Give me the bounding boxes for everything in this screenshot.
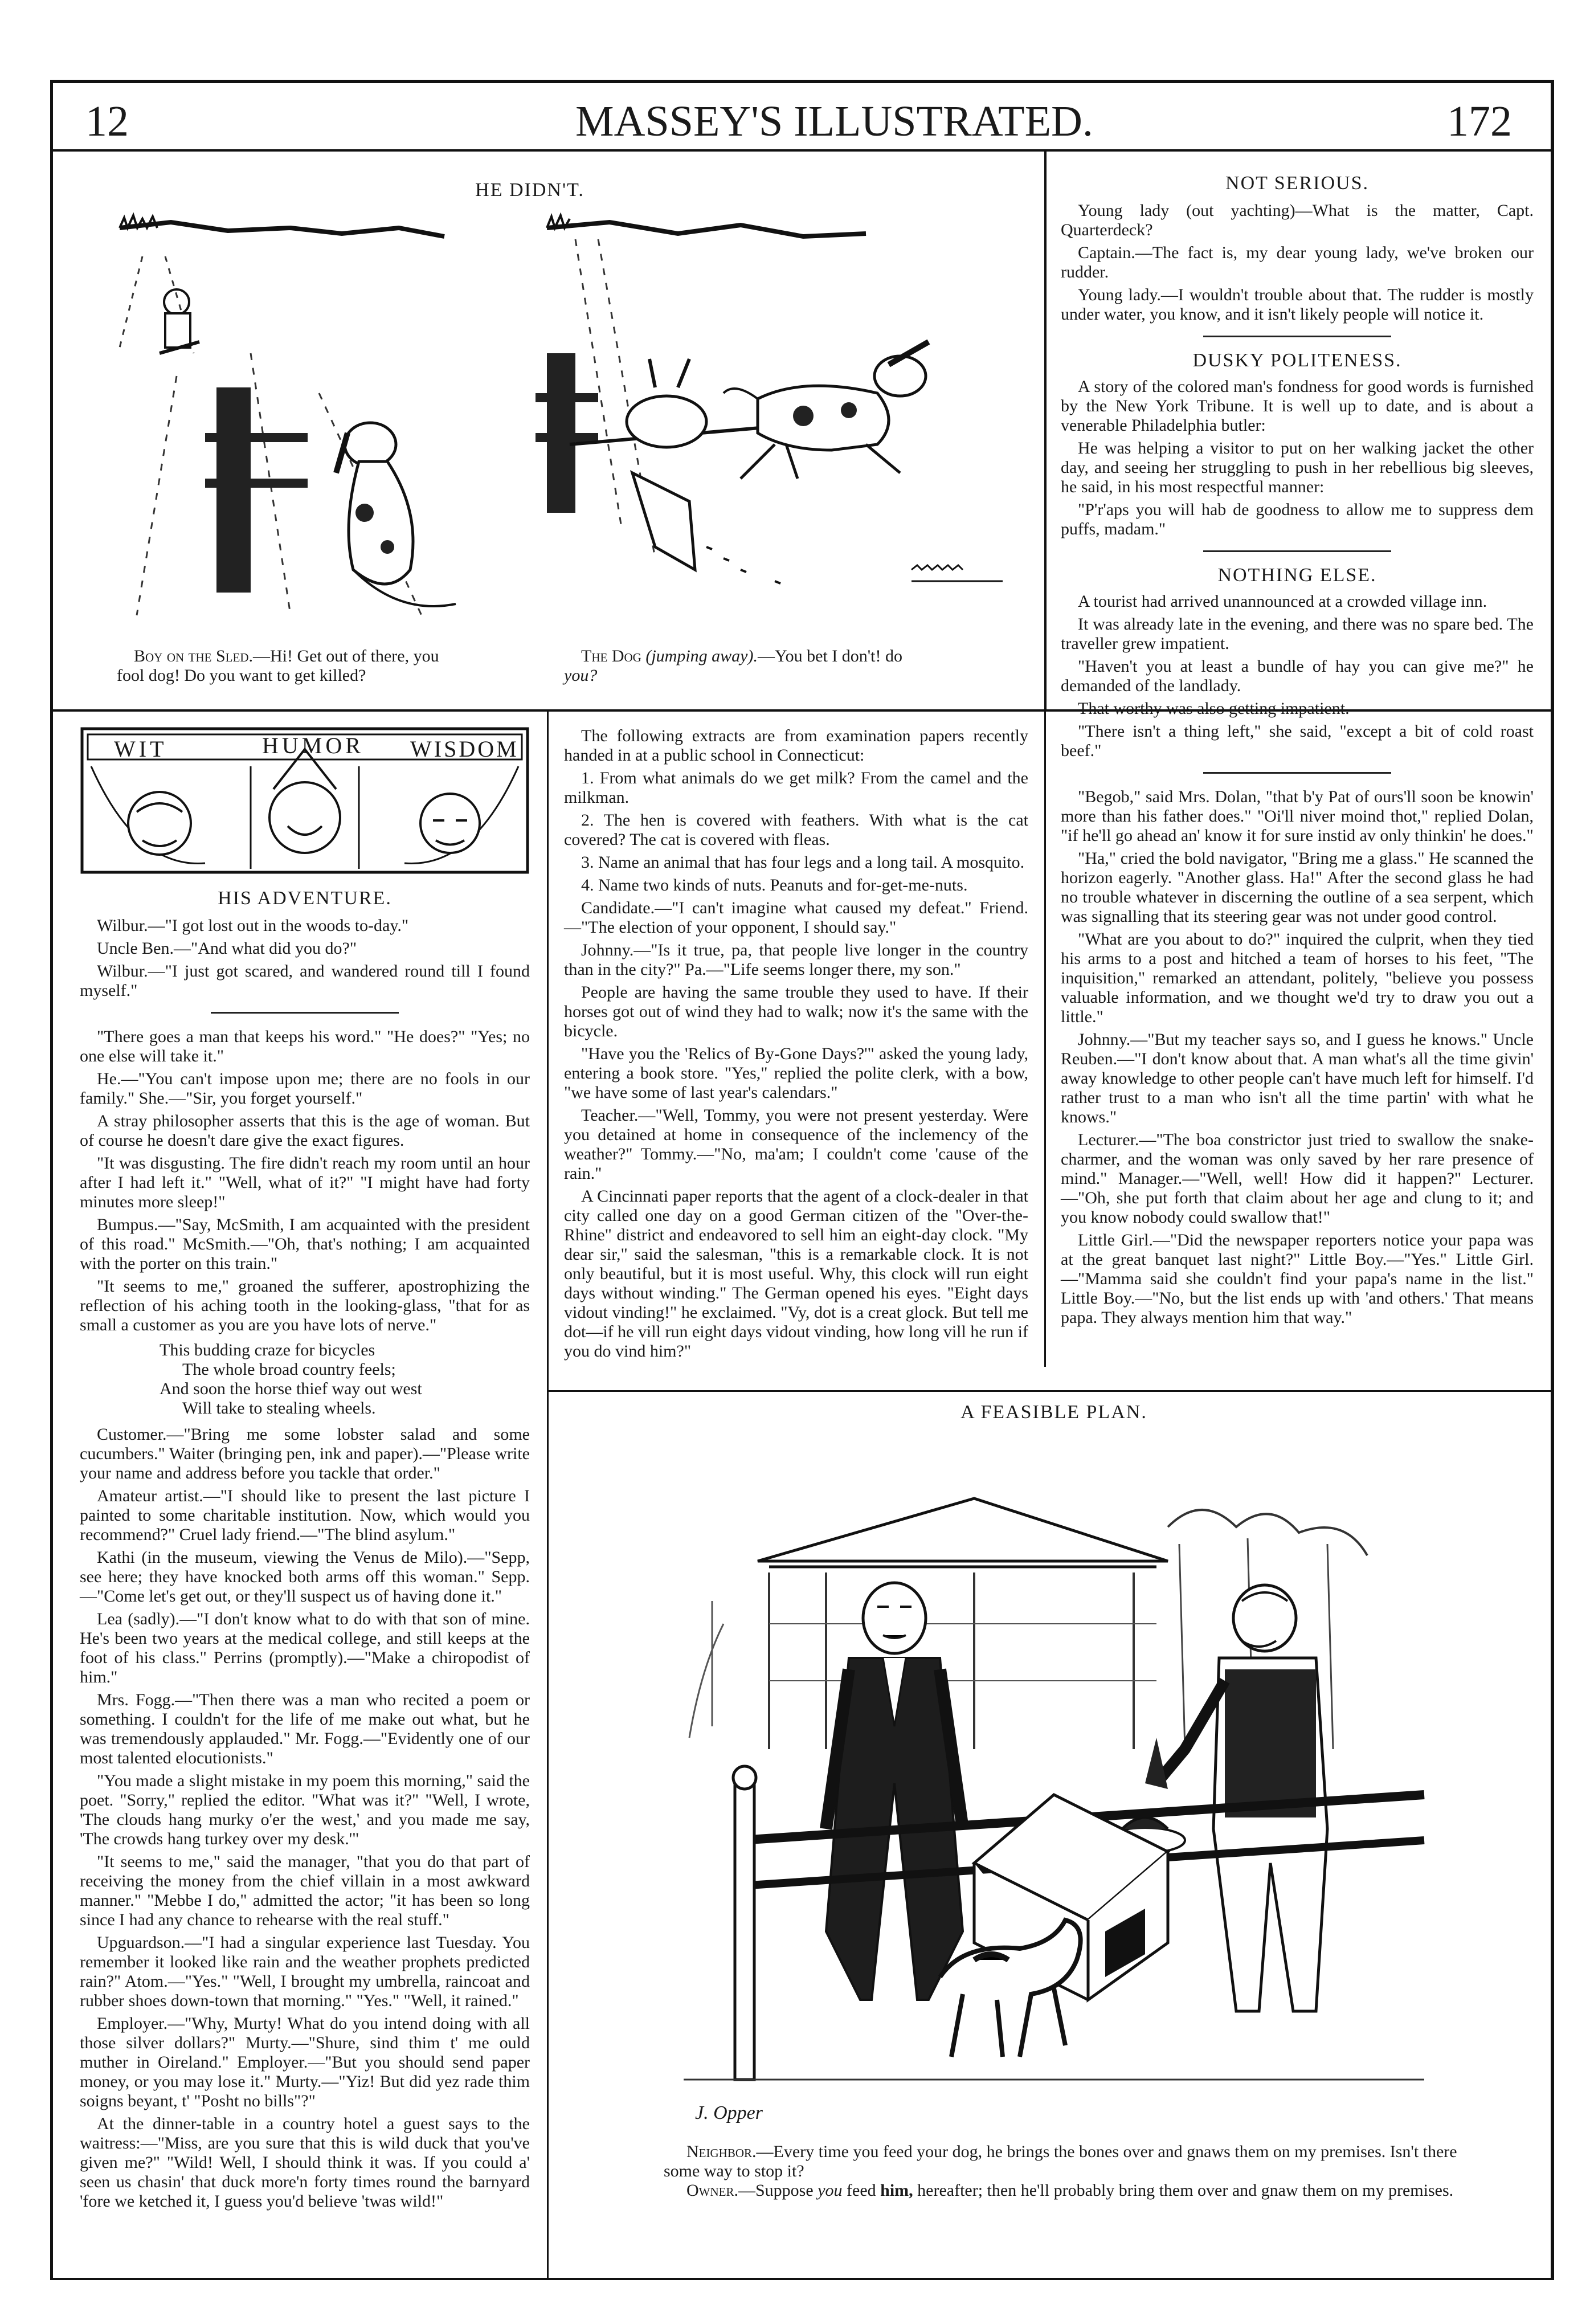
mid-para-8: People are having the same trouble they used to have. If their horses got out of wind they had to walk; now it's the same with the bicycle. [564, 983, 1028, 1040]
adventure-line-2: Uncle Ben.—"And what did you do?" [97, 939, 357, 958]
header-rule [50, 149, 1554, 152]
right-col-p5: Lecturer.—"The boa constrictor just tried to swallow the snake-charmer, and the woman was only saved by her rare presence of mind." Manager.—"Well, well! How did it happen?" Lecturer.—"Oh, she put forth that claim about her age and clung to it; and you know nobody could swallow that!" [1061, 1130, 1534, 1227]
caption-boy-on-sled [117, 647, 470, 685]
banner-wit: WIT [114, 736, 167, 762]
top-cartoon-divider [1044, 152, 1047, 710]
cartoon-dog-jumping [536, 205, 1037, 638]
section-divider [211, 1012, 399, 1014]
outer-border-right [1551, 80, 1554, 2279]
mid-para-11: A Cincinnati paper reports that the agent of a clock-dealer in that city called one day on a good German citizen of the "Over-the-Rhine" district and endeavored to sell him an eight-day clock. "My dear sir," said the salesman, "this is a remarkable clock. It is not only beautiful, but it is most useful. Why, this clock will run eight days without winding." The German opened his eyes. "Eight days vidout vinding!" he exclaimed. "Vy, dot is a creat glock. But tell me dot—if he vill run eight days vidout vinding, how long vill he run if you do vind him?" [564, 1187, 1028, 1361]
caption-owner-text-c: hereafter; then he'll probably bring them over and gnaw them on my premises. [917, 2181, 1454, 2200]
mid-para-6: Candidate.—"I can't imagine what caused my defeat." Friend.—"The election of your opponent, I should say." [564, 898, 1028, 937]
left-para-8: Amateur artist.—"I should like to present the last picture I painted to some charitable institution. Now, which would you recommend?" Cruel lady friend.—"The blind asylum." [80, 1486, 530, 1544]
bicycle-verse [80, 1341, 530, 1418]
section-divider [1203, 550, 1391, 552]
not-serious-p2: Captain.—The fact is, my dear young lady, we've broken our rudder. [1061, 243, 1534, 281]
caption-speaker-dog: The Dog [581, 647, 641, 665]
right-col-p6: Little Girl.—"Did the newspaper reporters notice your papa was at the great banquet last night?" Little Boy.—"Yes." Little Girl.—"Mamma said she couldn't find your papa's name in the list." Little Boy.—"No, but the list ends up with 'and others.' That means papa. They always mention him that way." [1061, 1231, 1534, 1327]
verse-line-2: The whole broad country feels; [182, 1360, 396, 1379]
verse-line-4: Will take to stealing wheels. [182, 1399, 376, 1418]
not-serious-p1: Young lady (out yachting)—What is the matter, Capt. Quarterdeck? [1061, 201, 1534, 239]
verse-line-1: This budding craze for bicycles [160, 1341, 375, 1359]
left-para-6: "It seems to me," groaned the sufferer, apostrophizing the reflection of his aching tooth in the looking-glass, "that for as small a customer as you are you have lots of nerve." [80, 1277, 530, 1334]
left-column-divider [547, 712, 549, 2278]
caption-speaker-neighbor: Neighbor. [686, 2142, 757, 2161]
banner-wisdom: WISDOM [410, 736, 519, 762]
adventure-line-3: Wilbur.—"I just got scared, and wandered round till I found myself." [80, 962, 530, 1000]
cartoon-boy-on-sled [103, 205, 536, 638]
middle-column [564, 726, 1028, 1365]
left-para-11: Mrs. Fogg.—"Then there was a man who recited a poem or something. I couldn't for the life of me make out what, but he was tremendously applauded." Mr. Fogg.—"Evidently one of our most talented elocutionists." [80, 1690, 530, 1767]
left-para-5: Bumpus.—"Say, McSmith, I am acquainted with the president of this road." McSmith.—"Oh, that's nothing; I am acquainted with the porter on this train." [80, 1215, 530, 1273]
not-serious-p3: Young lady.—I wouldn't trouble about that. The rudder is mostly under water, you know, and it isn't likely people will notice it. [1061, 285, 1534, 324]
left-para-4: "It was disgusting. The fire didn't reach my room until an hour after I had left it." "Well, what of it?" "I might have had forty minutes more sleep!" [80, 1154, 530, 1211]
right-top-column [1061, 174, 1534, 1331]
left-para-13: "It seems to me," said the manager, "that you do that part of receiving the money from the chief villain in a most awkward manner." "Mebbe I do," admitted the actor; "it has been so long since I had any chance to rehearse with the real stuff." [80, 1852, 530, 1929]
section-title-nothing-else: NOTHING ELSE. [1217, 565, 1377, 586]
cartoon-title-feasible-plan: A FEASIBLE PLAN. [960, 1402, 1147, 1423]
section-title-not-serious: NOT SERIOUS. [1225, 173, 1369, 194]
left-para-12: "You made a slight mistake in my poem this morning," said the poet. "Sorry," replied the editor. "What was it?" "Well, I wrote, 'The clouds hang murky o'er the west,' and you made me say, 'The crowds hang turkey over my desk.'" [80, 1771, 530, 1848]
banner-humor: HUMOR [262, 733, 364, 758]
left-para-15: Employer.—"Why, Murty! What do you intend doing with all those silver dollars?" Murty.—"Shure, sind thim t' me ould muther in Oireland." Employer.—"But you should send paper money, or you may lose it." Murty.—"Yiz! But did yez rade thim soigns beyant, t' "Posht no bills"?" [80, 2014, 530, 2110]
nothing-p3: "Haven't you at least a bundle of hay you can give me?" he demanded of the landlady. [1061, 657, 1534, 695]
nothing-p1: A tourist had arrived unannounced at a crowded village inn. [1078, 592, 1487, 611]
caption-speaker-boy: Boy on the Sled. [134, 647, 253, 665]
caption-feasible-plan [664, 2142, 1461, 2200]
left-para-7: Customer.—"Bring me some lobster salad and some cucumbers." Waiter (bringing pen, ink and paper).—"Please write your name and address before you tackle that order." [80, 1425, 530, 1482]
adventure-line-1: Wilbur.—"I got lost out in the woods to-day." [97, 916, 409, 935]
caption-owner-text-a: —Suppose [738, 2181, 814, 2200]
cartoon-feasible-plan [655, 1430, 1453, 2108]
left-para-9: Kathi (in the museum, viewing the Venus de Milo).—"Sepp, see here; they have knocked both arms off this woman." Sepp.—"Come let's get out, or they'll suspect us of having done it." [80, 1548, 530, 1606]
artist-signature: J. Opper [695, 2102, 763, 2123]
left-para-1: "There goes a man that keeps his word." "He does?" "Yes; no one else will take it." [80, 1027, 530, 1065]
outer-border-top [50, 80, 1554, 83]
mid-column-divider [1044, 712, 1046, 1367]
caption-text-dog-end: you? [564, 666, 598, 685]
left-para-16: At the dinner-table in a country hotel a guest says to the waitress:—"Miss, are you sure that this is wild duck that you've given me?" "Wild! Well, I should think it was. If you could a' seen us chasin' that duck more'n forty times round the barnyard 'fore we ketched it, I guess you'd believe 'twas wild!" [80, 2114, 530, 2211]
dusky-p1: A story of the colored man's fondness for good words is furnished by the New York Tribune. It is well up to date, and is about a venerable Philadelphia butler: [1061, 377, 1534, 435]
cartoon-title-he-didnt: HE DIDN'T. [475, 179, 585, 201]
right-col-p1: "Begob," said Mrs. Dolan, "that b'y Pat of ours'll soon be knowin' more than his father does." "Oi'll niver moind thot," replied Dolan, "if he'll go ahead an' know it for sure instid av only thinkin' he does." [1061, 787, 1534, 845]
caption-stage-direction: (jumping away). [645, 647, 758, 665]
mid-para-1: The following extracts are from examination papers recently handed in at a public school in Connecticut: [564, 726, 1028, 765]
mid-para-10: Teacher.—"Well, Tommy, you were not present yesterday. Were you detained at home in consequence of the inclemency of the weather?" Tommy.—"No, ma'am; I couldn't come 'cause of the rain." [564, 1106, 1028, 1183]
right-col-p3: "What are you about to do?" inquired the culprit, when they tied his arms to a post and hitched a team of horses to his feet, "The inquisition," remarked an attendant, politely, "believe you possess valuable information, and we thought we'd try to draw you out a little." [1061, 930, 1534, 1026]
section-title-dusky-politeness: DUSKY POLITENESS. [1192, 350, 1402, 371]
caption-owner-italic: you [818, 2181, 843, 2200]
right-col-p2: "Ha," cried the bold navigator, "Bring me a glass." He scanned the horizon eagerly. "Another glass. Ha!" After the second glass he had no trouble whatever in discerning the outline of a sea serpent, which was signalling that its steering gear was not under good control. [1061, 849, 1534, 926]
mid-para-4: 3. Name an animal that has four legs and a long tail. A mosquito. [581, 853, 1025, 872]
mid-para-9: "Have you the 'Relics of By-Gone Days?'" asked the young lady, entering a book store. "Yes," replied the polite clerk, with a bow, "we have some of last year's calendars." [564, 1044, 1028, 1102]
caption-speaker-owner: Owner. [686, 2181, 738, 2200]
masthead-title: MASSEY'S ILLUSTRATED. [575, 97, 1093, 145]
dusky-p2: He was helping a visitor to put on her walking jacket the other day, and seeing her struggling to push in her rebellious big sleeves, he said, in his most respectful manner: [1061, 439, 1534, 496]
mid-para-2: 1. From what animals do we get milk? From the camel and the milkman. [564, 769, 1028, 807]
mid-para-5: 4. Name two kinds of nuts. Peanuts and for-get-me-nuts. [581, 876, 968, 895]
wit-humor-wisdom-banner [80, 726, 530, 875]
caption-dog [564, 647, 917, 685]
section-title-his-adventure: HIS ADVENTURE. [218, 888, 392, 909]
caption-neighbor [664, 2142, 1461, 2181]
mid-para-3: 2. The hen is covered with feathers. With what is the cat covered? The cat is covered with fleas. [564, 811, 1028, 849]
caption-neighbor-text: —Every time you feed your dog, he brings the bones over and gnaws them on my premises. Isn't there some way to stop it? [664, 2142, 1457, 2180]
left-para-10: Lea (sadly).—"I don't know what to do with that son of mine. He's been two years at the medical college, and still keeps at the foot of his class." Perrins (promptly).—"Make a chiropodist of him." [80, 1610, 530, 1686]
caption-text-dog: —You bet I don't! do [757, 647, 903, 665]
outer-border-bottom [50, 2278, 1554, 2280]
caption-owner [664, 2181, 1461, 2200]
page-number-right: 172 [1447, 97, 1512, 145]
page-number-left: 12 [85, 97, 129, 145]
verse-line-3: And soon the horse thief way out west [160, 1379, 422, 1398]
left-column [80, 889, 530, 2215]
nothing-p4: That worthy was also getting impatient. [1078, 699, 1350, 718]
nothing-p2: It was already late in the evening, and there was no spare bed. The traveller grew impatient. [1061, 615, 1534, 653]
caption-text-boy: —Hi! Get out of there, you fool dog! Do you want to get killed? [117, 647, 439, 685]
caption-owner-bold: him, [880, 2181, 913, 2200]
section-divider [1203, 772, 1391, 774]
left-para-2: He.—"You can't impose upon me; there are no fools in our family." She.—"Sir, you forget yourself." [80, 1069, 530, 1108]
outer-border-left [50, 80, 53, 2279]
left-para-14: Upguardson.—"I had a singular experience last Tuesday. You remember it looked like rain and the weather prophets predicted rain?" Atom.—"Yes." "Well, I brought my umbrella, raincoat and rubber shoes down-town that morning." "Yes." "Well, it rained." [80, 1933, 530, 2010]
right-col-p4: Johnny.—"But my teacher says so, and I guess he knows." Uncle Reuben.—"I don't know about that. A man what's all the time givin' away knowledge to other people can't have much left for himself. I'd rather trust to a man who isn't all the time partin' with what he knows." [1061, 1030, 1534, 1126]
nothing-p5: "There isn't a thing left," she said, "except a bit of cold roast beef." [1061, 722, 1534, 760]
mid-para-7: Johnny.—"Is it true, pa, that people live longer in the country than in the city?" Pa.—"Life seems longer there, my son." [564, 941, 1028, 979]
left-para-3: A stray philosopher asserts that this is the age of woman. But of course he doesn't dare give the exact figures. [80, 1112, 530, 1150]
dusky-p3: "P'r'aps you will hab de goodness to allow me to suppress dem puffs, madam." [1061, 500, 1534, 538]
bottom-cartoon-rule [549, 1390, 1552, 1392]
caption-owner-text-b: feed [847, 2181, 876, 2200]
section-divider [1203, 336, 1391, 337]
